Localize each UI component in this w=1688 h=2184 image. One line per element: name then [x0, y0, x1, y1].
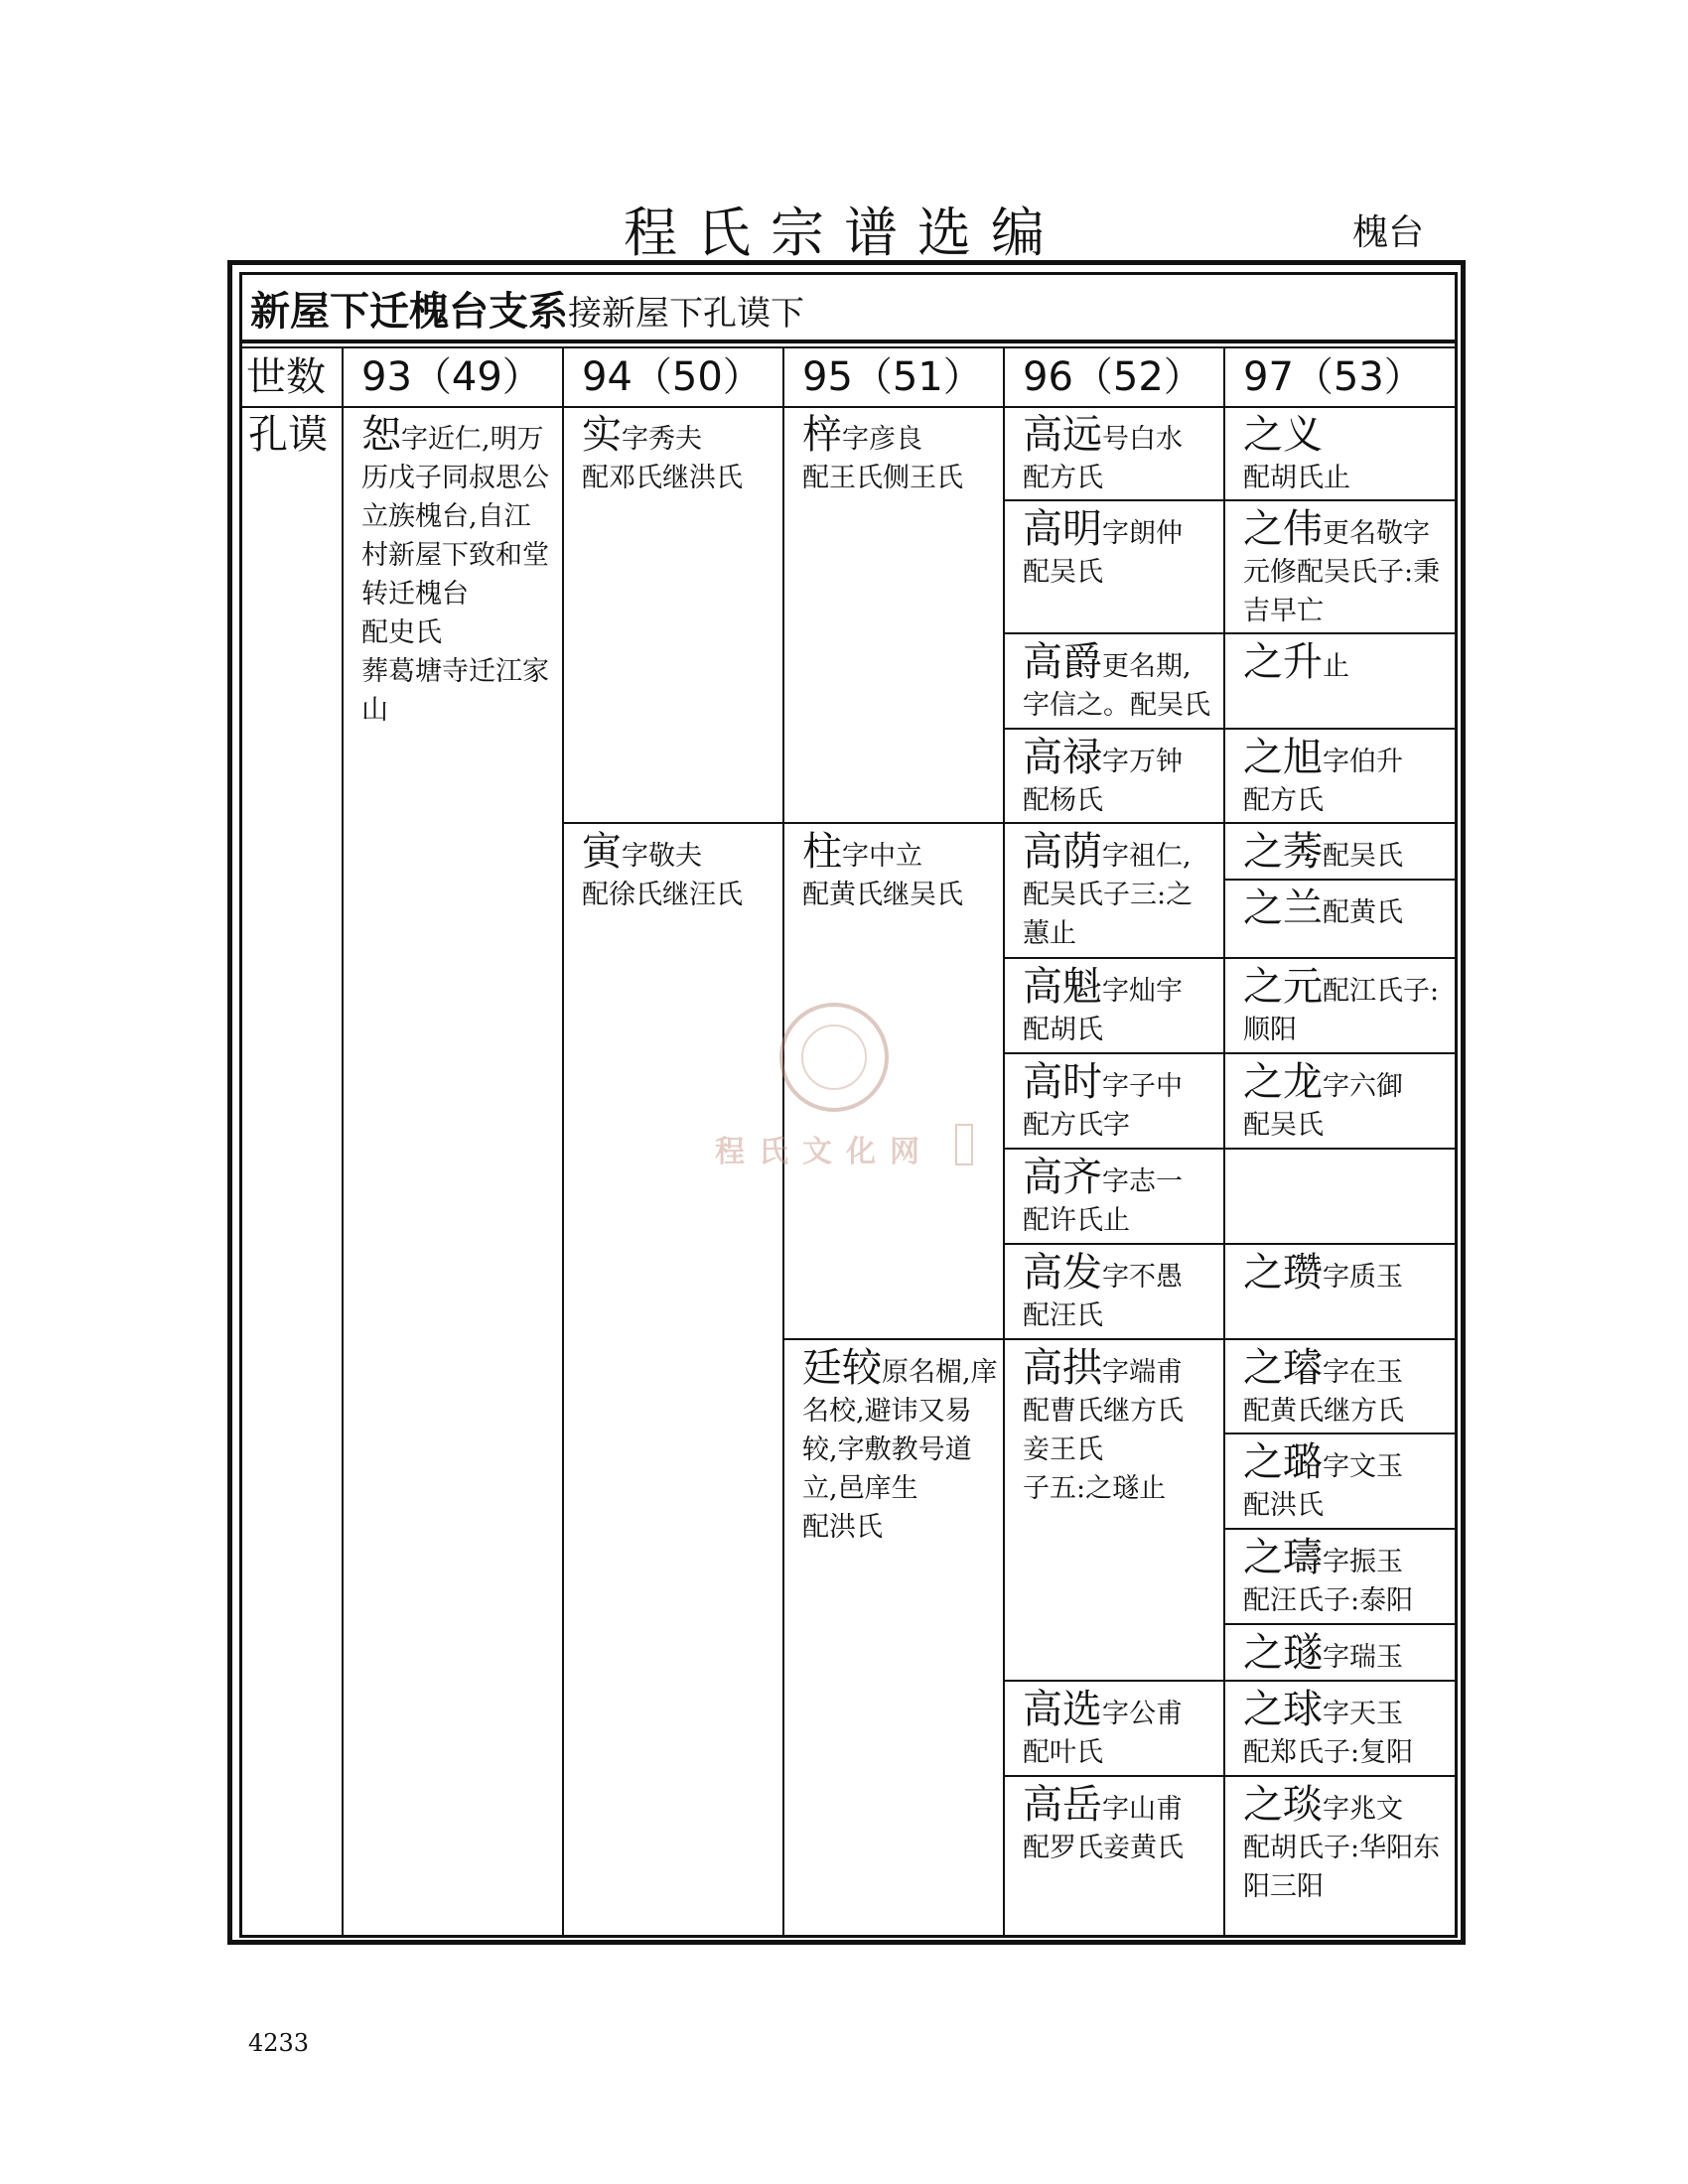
- person-detail: 字山甫: [1102, 1794, 1183, 1825]
- person-detail: 配徐氏继汪氏: [582, 880, 743, 910]
- person-detail: 字子中: [1102, 1071, 1183, 1102]
- person-detail: 配杨氏: [1023, 785, 1103, 816]
- row-divider: [1003, 1775, 1458, 1777]
- person-name: 高魁: [1023, 964, 1102, 1010]
- row-divider: [1223, 1433, 1458, 1434]
- person-detail: 字瑞玉: [1323, 1642, 1403, 1673]
- person-entry: [1023, 505, 1217, 592]
- person-detail: 字兆文: [1323, 1794, 1403, 1825]
- row-divider: [782, 1338, 1003, 1340]
- person-detail: 配吴氏: [1243, 1110, 1324, 1141]
- person-detail: 妾王氏: [1023, 1434, 1103, 1465]
- person-entry: [1243, 1249, 1448, 1297]
- person-entry: [1243, 885, 1448, 932]
- person-detail: 字在玉: [1323, 1357, 1403, 1388]
- title-divider: [239, 340, 1458, 343]
- person-detail: 配洪氏: [802, 1512, 883, 1543]
- person-name: 之升: [1243, 639, 1323, 685]
- person-entry: [1243, 734, 1448, 820]
- person-detail: 配郑氏子:复阳: [1243, 1737, 1414, 1768]
- person-detail: 字近仁,明万历戊子同叔思公立族槐台,自江村新屋下致和堂转迁槐台: [361, 424, 549, 610]
- person-entry: [1023, 411, 1217, 497]
- row-divider: [1003, 1680, 1458, 1682]
- ancestor-name: 孔谟: [248, 412, 328, 458]
- person-name: 之旭: [1243, 735, 1323, 780]
- person-detail: 配方氏: [1023, 463, 1103, 493]
- row-divider: [1003, 957, 1458, 959]
- person-entry: [1023, 1344, 1217, 1508]
- row-divider: [1003, 822, 1458, 824]
- person-detail: 配王氏侧王氏: [802, 463, 963, 493]
- person-detail: 配胡氏子:华阳东阳三阳: [1243, 1833, 1441, 1902]
- person-detail: 字不愚: [1102, 1262, 1183, 1293]
- person-entry: [1243, 1534, 1448, 1620]
- person-detail: 配胡氏止: [1243, 463, 1350, 493]
- person-entry: [1243, 411, 1448, 497]
- person-detail: 字中立: [842, 841, 922, 872]
- watermark: [715, 1003, 983, 1171]
- header-gen-95: 95（51）: [802, 354, 983, 400]
- person-detail: 字灿宇: [1102, 976, 1183, 1007]
- person-name: 廷较: [802, 1345, 882, 1391]
- person-detail: 配黄氏继吴氏: [802, 880, 963, 910]
- person-entry: [1023, 828, 1217, 953]
- person-name: 之义: [1243, 412, 1323, 458]
- person-detail: 字公甫: [1102, 1699, 1183, 1729]
- person-detail: 配史氏: [361, 617, 442, 648]
- person-entry: [582, 828, 780, 914]
- person-detail: 配吴氏: [1023, 557, 1103, 588]
- header-divider: [239, 406, 1458, 408]
- row-divider: [562, 822, 1003, 824]
- person-name: 高选: [1023, 1687, 1102, 1732]
- person-detail: 葬葛塘寺迁江家山: [361, 656, 549, 726]
- person-name: 柱: [802, 829, 842, 875]
- seal-icon: [779, 1003, 889, 1112]
- row-divider: [1003, 632, 1458, 634]
- person-name: 高爵: [1023, 639, 1102, 685]
- person-name: 寅: [582, 829, 622, 875]
- person-detail: 字振玉: [1323, 1547, 1403, 1577]
- person-name: 恕: [361, 412, 401, 458]
- column-divider: [562, 346, 564, 1938]
- person-name: 之元: [1243, 964, 1323, 1010]
- person-detail: 字伯升: [1323, 747, 1403, 777]
- row-divider: [1003, 1338, 1458, 1340]
- person-detail: 配吴氏: [1323, 841, 1403, 872]
- row-divider: [1003, 1052, 1458, 1054]
- person-detail: 配方氏: [1243, 785, 1324, 816]
- person-detail: 字文玉: [1323, 1451, 1403, 1482]
- person-entry: [1243, 963, 1448, 1049]
- person-detail: 字端甫: [1102, 1357, 1183, 1388]
- person-detail: 字天玉: [1323, 1699, 1403, 1729]
- person-detail: 字彦良: [842, 424, 922, 455]
- person-name: 之璐: [1243, 1439, 1323, 1485]
- person-entry: [1243, 1058, 1448, 1145]
- person-name: 之璹: [1243, 1535, 1323, 1580]
- header-gen-97: 97（53）: [1243, 354, 1424, 400]
- person-entry: [361, 411, 556, 730]
- page-number: 4233: [248, 2029, 310, 2057]
- stamp-icon: [955, 1124, 973, 1165]
- person-detail: 字质玉: [1323, 1262, 1403, 1293]
- person-entry: [1243, 505, 1448, 630]
- person-name: 之璿: [1243, 1345, 1323, 1391]
- person-detail: 配罗氏妾黄氏: [1023, 1833, 1184, 1863]
- person-entry: [1243, 1781, 1448, 1906]
- person-name: 之兰: [1243, 886, 1323, 931]
- person-entry: [1023, 1781, 1217, 1867]
- person-name: 之龙: [1243, 1059, 1323, 1105]
- person-detail: 字志一: [1102, 1166, 1183, 1197]
- person-entry: [1023, 638, 1217, 725]
- person-name: 高时: [1023, 1059, 1102, 1105]
- person-name: 高拱: [1023, 1345, 1102, 1391]
- person-detail: 更名期,字信之。配吴氏: [1023, 651, 1210, 721]
- place-name: 槐台: [1352, 212, 1425, 253]
- person-detail: 号白水: [1102, 424, 1183, 455]
- person-entry: [1243, 1686, 1448, 1772]
- person-name: 之伟: [1243, 506, 1323, 552]
- person-detail: 字六御: [1323, 1071, 1403, 1102]
- person-detail: 字敬夫: [622, 841, 702, 872]
- person-name: 之瓒: [1243, 1250, 1323, 1296]
- column-divider: [1223, 346, 1225, 1938]
- header-gen-94: 94（50）: [582, 354, 763, 400]
- person-entry: [1023, 1249, 1217, 1335]
- person-name: 高远: [1023, 412, 1102, 458]
- branch-name: 新屋下迁槐台支系: [250, 288, 568, 335]
- row-divider: [1003, 728, 1458, 730]
- person-detail: 配曹氏继方氏: [1023, 1396, 1184, 1427]
- person-name: 高齐: [1023, 1155, 1102, 1200]
- person-name: 之琰: [1243, 1782, 1323, 1828]
- person-detail: 止: [1323, 651, 1349, 682]
- person-detail: 配黄氏继方氏: [1243, 1396, 1404, 1427]
- person-entry: [1243, 828, 1448, 876]
- header-gen-93: 93（49）: [361, 354, 542, 400]
- person-detail: 配汪氏: [1023, 1300, 1103, 1331]
- person-entry: [1023, 734, 1217, 820]
- person-detail: 配邓氏继洪氏: [582, 463, 743, 493]
- person-entry: [802, 411, 1001, 497]
- person-name: 之莠: [1243, 829, 1323, 875]
- person-entry: [1243, 638, 1448, 686]
- person-entry: [802, 1344, 1001, 1547]
- book-title: 程氏宗谱选编: [624, 202, 1064, 264]
- person-detail: 字秀夫: [622, 424, 702, 455]
- row-divider: [1223, 1528, 1458, 1530]
- person-entry: [1023, 1686, 1217, 1772]
- row-divider: [1003, 1148, 1458, 1150]
- row-divider: [1003, 499, 1458, 501]
- branch-subtitle: 接新屋下孔谟下: [568, 294, 804, 334]
- person-name: 高发: [1023, 1250, 1102, 1296]
- person-detail: 配汪氏子:泰阳: [1243, 1585, 1414, 1616]
- person-entry: [1243, 1629, 1448, 1677]
- person-detail: 配叶氏: [1023, 1737, 1103, 1768]
- person-detail: 更名敬字元修配吴氏子:秉吉早亡: [1243, 518, 1441, 626]
- person-name: 高岳: [1023, 1782, 1102, 1828]
- person-entry: [802, 828, 1001, 914]
- row-divider: [1223, 879, 1458, 881]
- header-generation: 世数: [246, 354, 326, 400]
- person-detail: 子五:之璲止: [1023, 1473, 1167, 1504]
- person-entry: [1243, 1438, 1448, 1525]
- person-name: 高禄: [1023, 735, 1102, 780]
- person-entry: [582, 411, 780, 497]
- person-entry: [1023, 1058, 1217, 1145]
- column-divider: [342, 346, 344, 1938]
- person-detail: 配许氏止: [1023, 1205, 1130, 1236]
- title-divider-thin: [239, 346, 1458, 348]
- person-detail: 字朗仲: [1102, 518, 1183, 549]
- person-detail: 配洪氏: [1243, 1490, 1324, 1521]
- person-detail: 配黄氏: [1323, 897, 1403, 928]
- row-divider: [1003, 1243, 1458, 1245]
- person-detail: 字万钟: [1102, 747, 1183, 777]
- person-name: 梓: [802, 412, 842, 458]
- person-entry: [1243, 1344, 1448, 1431]
- person-name: 之球: [1243, 1687, 1323, 1732]
- person-entry: [1023, 1154, 1217, 1240]
- column-divider: [1003, 346, 1005, 1938]
- person-detail: 原名楣,庠名校,避讳又易较,字敷教号道立,邑庠生: [802, 1357, 998, 1504]
- person-name: 高荫: [1023, 829, 1102, 875]
- person-name: 实: [582, 412, 622, 458]
- person-detail: 配江氏子:顺阳: [1243, 976, 1440, 1045]
- person-name: 之璲: [1243, 1630, 1323, 1676]
- person-detail: 配胡氏: [1023, 1015, 1103, 1045]
- person-detail: 配方氏字: [1023, 1110, 1130, 1141]
- header-gen-96: 96（52）: [1023, 354, 1203, 400]
- watermark-text: 程氏文化网: [715, 1135, 933, 1169]
- person-detail: 字祖仁,配吴氏子三:之蕙止: [1023, 841, 1194, 949]
- person-entry: [1023, 963, 1217, 1049]
- person-name: 高明: [1023, 506, 1102, 552]
- row-divider: [1223, 1623, 1458, 1625]
